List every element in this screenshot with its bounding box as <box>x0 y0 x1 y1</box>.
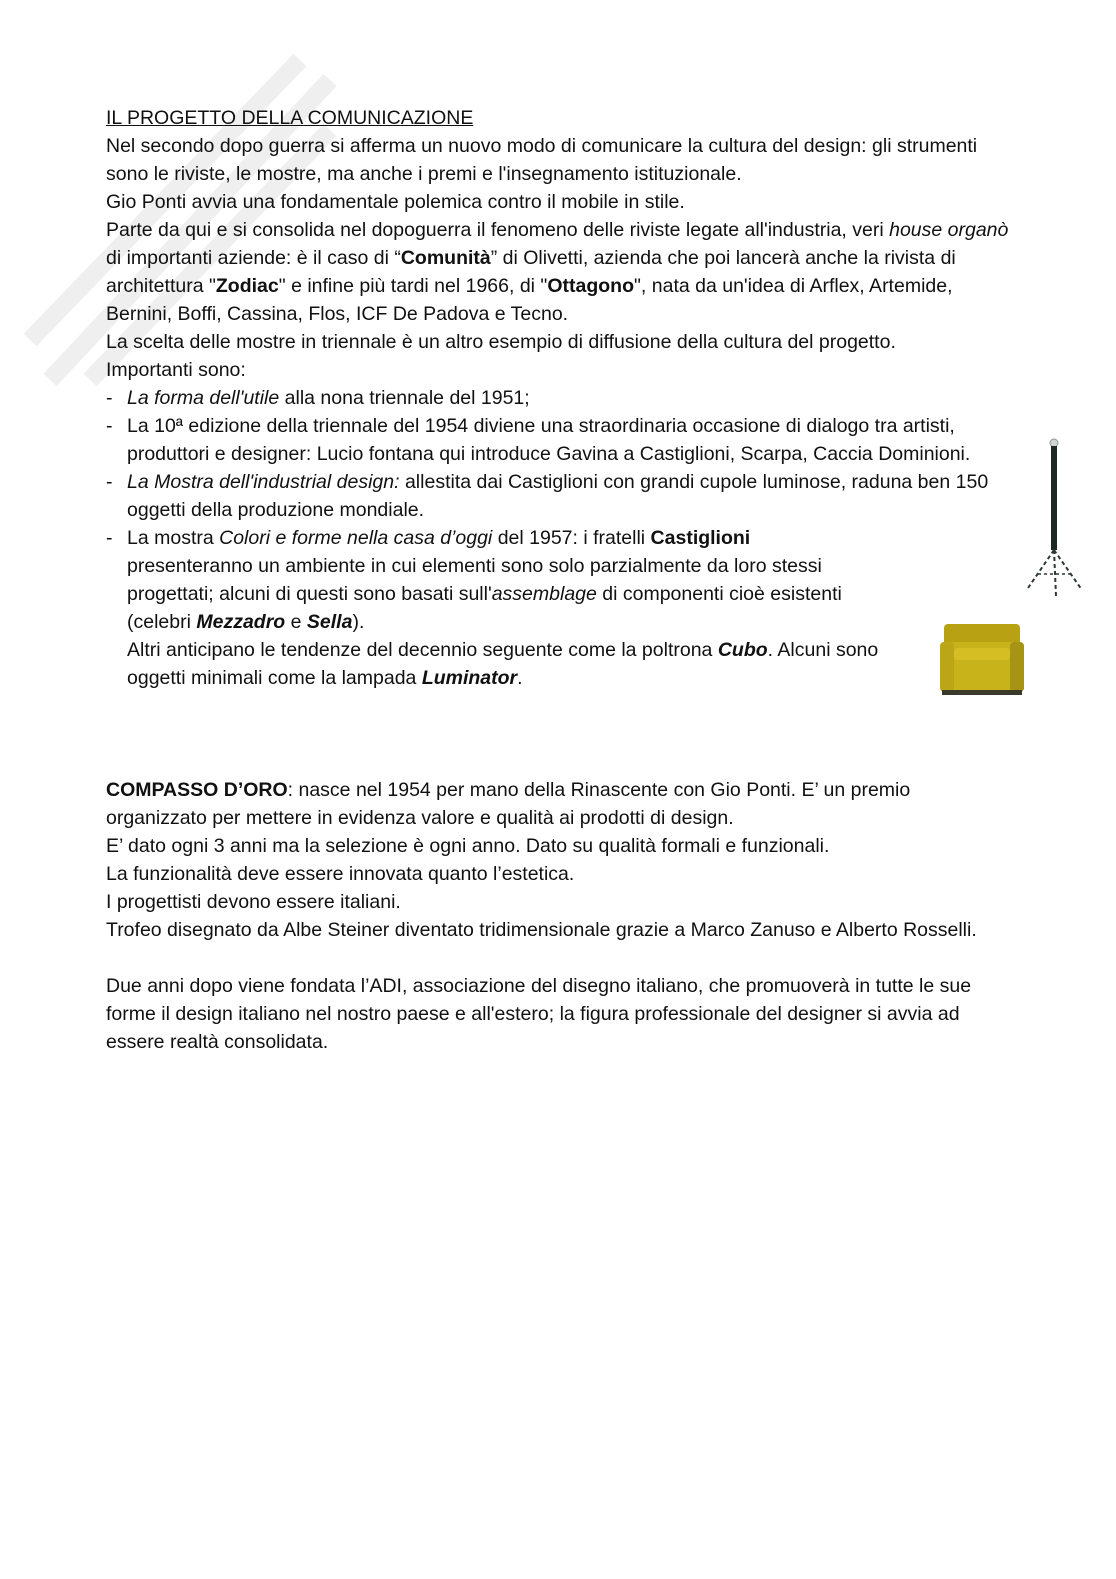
term-house-organ: house organò <box>889 219 1009 241</box>
term-cubo: Cubo <box>717 639 768 661</box>
paragraph-riviste <box>106 216 1016 328</box>
paragraph-funzionalita: La funzionalità deve essere innovata quanto l’estetica. <box>106 863 575 885</box>
text-run: allestita dai Castiglioni con grandi cupole luminose, raduna ben 150 oggetti della produzione mondiale. <box>127 471 989 521</box>
paragraph-trofeo: Trofeo disegnato da Albe Steiner diventato tridimensionale grazie a Marco Zanuso e Alberto Rosselli. <box>106 919 977 941</box>
term-mostra-industrial-design: La Mostra dell'industrial design: <box>127 471 400 493</box>
term-mezzadro: Mezzadro <box>196 611 286 633</box>
section-spacer <box>106 692 1016 776</box>
section-title: IL PROGETTO DELLA COMUNICAZIONE <box>106 107 474 129</box>
list-item-text <box>127 384 1016 412</box>
term-colori-forme: Colori e forme nella casa d’oggi <box>219 527 493 549</box>
text-run: ", nata da un'idea di Arflex, Artemide, Bernini, Boffi, Cassina, Flos, ICF De Padova e Tecno. <box>106 275 953 325</box>
bullet-dash: - <box>106 415 113 437</box>
paragraph-frequency: E’ dato ogni 3 anni ma la selezione è ogni anno. Dato su qualità formali e funzionali. <box>106 835 830 857</box>
text-run: . Alcuni sono oggetti minimali come la lampada <box>127 639 879 689</box>
list-item-line-c <box>127 636 887 692</box>
term-forma-utile: La forma dell'utile <box>127 387 280 409</box>
text-run: del 1957: i fratelli <box>492 527 651 549</box>
paragraph-compasso-doro <box>106 776 1016 832</box>
document-body <box>106 104 1016 1056</box>
luminator-lamp-icon <box>1016 436 1092 604</box>
text-run: e <box>285 611 307 633</box>
text-run: . <box>517 667 523 689</box>
list-item <box>106 384 1016 412</box>
term-luminator: Luminator <box>421 667 518 689</box>
list-item-line-b <box>127 552 887 636</box>
section-spacer <box>106 944 1016 972</box>
exhibitions-list <box>106 384 1016 692</box>
text-run: : nasce nel 1954 per mano della Rinascente con Gio Ponti. E’ un premio organizzato per mettere in evidenza valore e qualità ai prodotti di design. <box>106 779 911 829</box>
list-item-line-a <box>127 524 1016 552</box>
paragraph-mostre: La scelta delle mostre in triennale è un altro esempio di diffusione della cultura del progetto. <box>106 331 896 353</box>
text-run: alla nona triennale del 1951; <box>279 387 530 409</box>
text-run: Altri anticipano le tendenze del decennio seguente come la poltrona <box>127 639 718 661</box>
bullet-dash: - <box>106 471 113 493</box>
cubo-armchair-icon <box>936 614 1028 700</box>
term-sella: Sella <box>306 611 353 633</box>
paragraph-intro: Nel secondo dopo guerra si afferma un nuovo modo di comunicare la cultura del design: gli strumenti sono le riviste, le mostre, ma anche i premi e l'insegnamento istituzionale. <box>106 135 978 185</box>
text-run: ” di Olivetti, azienda che poi lancerà anche la rivista di architettura " <box>106 247 956 297</box>
list-item-text: La 10ª edizione della triennale del 1954 diviene una straordinaria occasione di dialogo tra artisti, produttori e designer: Lucio fontana qui introduce Gavina a Castiglioni, Scarpa, Caccia Dominioni. <box>127 415 971 465</box>
text-run: La mostra <box>127 527 220 549</box>
term-ottagono: Ottagono <box>547 275 634 297</box>
bullet-dash: - <box>106 387 113 409</box>
text-run: ). <box>352 611 365 633</box>
paragraph-progettisti: I progettisti devono essere italiani. <box>106 891 401 913</box>
heading-compasso-doro: COMPASSO D’ORO <box>106 779 288 801</box>
list-item <box>106 524 1016 692</box>
list-item-text <box>127 524 1016 692</box>
bullet-dash: - <box>106 527 113 549</box>
term-castiglioni: Castiglioni <box>650 527 751 549</box>
term-zodiac: Zodiac <box>215 275 279 297</box>
term-assemblage: assemblage <box>491 583 597 605</box>
paragraph-importanti: Importanti sono: <box>106 359 246 381</box>
list-item-text <box>127 468 1016 524</box>
paragraph-gio-ponti: Gio Ponti avvia una fondamentale polemica contro il mobile in stile. <box>106 191 685 213</box>
paragraph-adi: Due anni dopo viene fondata l’ADI, associazione del disegno italiano, che promuoverà in tutte le sue forme il design italiano nel nostro paese e all'estero; la figura professionale del designer si avvia ad essere realtà consolidata. <box>106 975 972 1053</box>
list-item <box>106 412 1016 468</box>
text-run: di componenti cioè esistenti (celebri <box>127 583 842 633</box>
text-run: " e infine più tardi nel 1966, di " <box>278 275 548 297</box>
text-run: di importanti aziende: è il caso di “ <box>106 247 401 269</box>
text-run: presenteranno un ambiente in cui elementi sono solo parzialmente da loro stessi progettati; alcuni di questi sono basati sull' <box>127 555 822 605</box>
term-comunita: Comunità <box>400 247 491 269</box>
list-item <box>106 468 1016 524</box>
text-run: Parte da qui e si consolida nel dopoguerra il fenomeno delle riviste legate all'industria, veri <box>106 219 890 241</box>
